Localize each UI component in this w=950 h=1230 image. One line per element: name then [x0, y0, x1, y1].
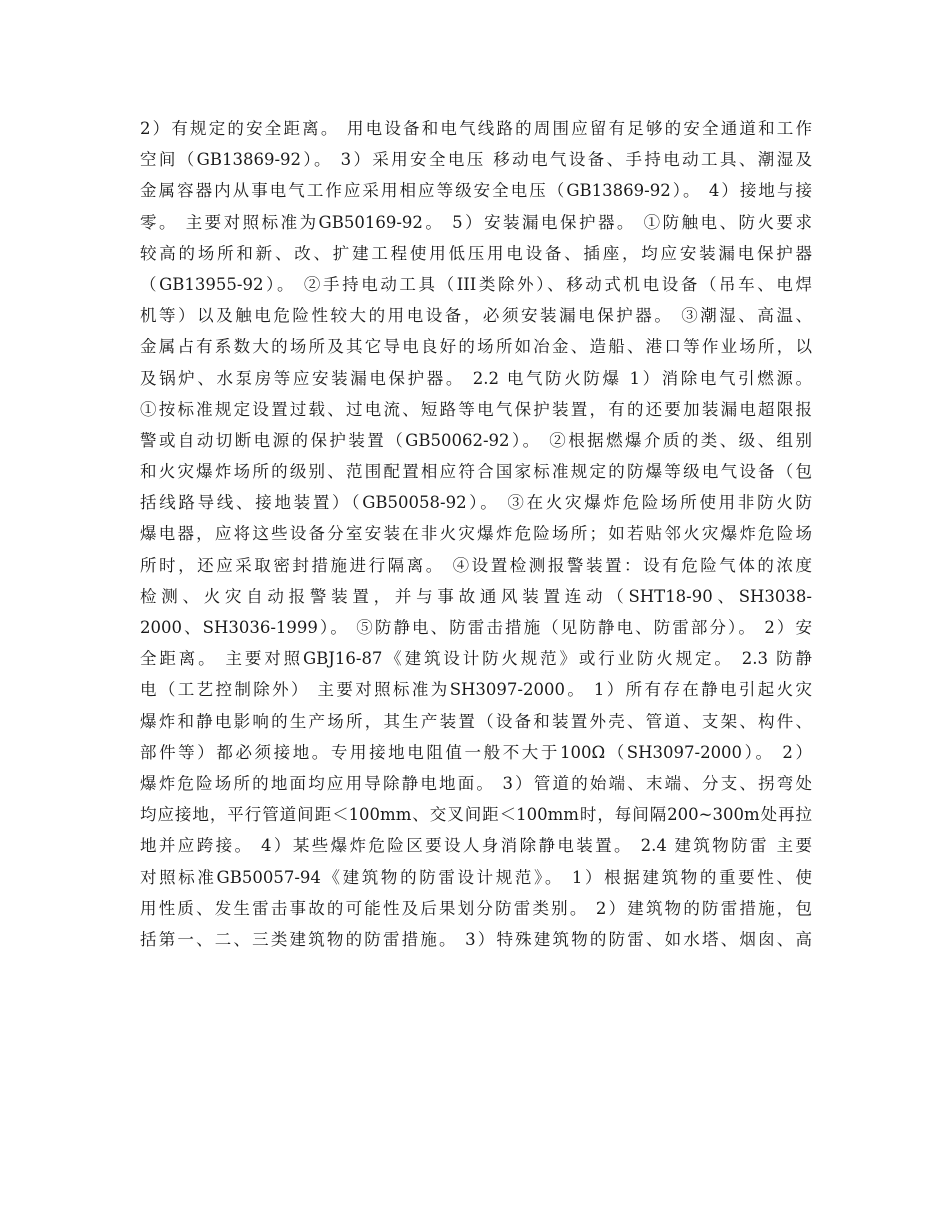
text-line: 部件等）都必须接地。专用接地电阻值一般不大于100Ω（SH3097-2000）。 2）	[140, 742, 812, 762]
text-line: （GB13955-92）。 ②手持电动工具（III类除外）、移动式机电设备（吊车、电焊	[140, 274, 812, 294]
text-line: 均应接地，平行管道间距＜100mm、交叉间距＜100mm时，每间隔200~300m处再拉	[140, 805, 812, 825]
text-line: 电（工艺控制除外） 主要对照标准为SH3097-2000。 1）所有存在静电引起火灾	[140, 680, 812, 700]
text-line: 对照标准GB50057-94《建筑物的防雷设计规范》。 1）根据建筑物的重要性、使	[140, 867, 812, 887]
body-text	[140, 113, 812, 955]
text-line: 金属占有系数大的场所及其它导电良好的场所如冶金、造船、港口等作业场所，以	[140, 337, 812, 357]
text-line: ①按标准规定设置过载、过电流、短路等电气保护装置，有的还要加装漏电超限报	[140, 399, 812, 419]
text-line: 空间（GB13869-92）。 3）采用安全电压 移动电气设备、手持电动工具、潮湿及	[140, 150, 812, 170]
text-line: 2000、SH3036-1999）。 ⑤防静电、防雷击措施（见防静电、防雷部分）。 2）安	[140, 618, 812, 637]
text-line: 机等）以及触电危险性较大的用电设备，必须安装漏电保护器。 ③潮湿、高温、	[140, 306, 812, 326]
text-line: 和火灾爆炸场所的级别、范围配置相应符合国家标准规定的防爆等级电气设备（包	[140, 462, 812, 482]
text-line: 爆炸危险场所的地面均应用导除静电地面。 3）管道的始端、末端、分支、拐弯处	[140, 773, 812, 793]
text-line: 所时，还应采取密封措施进行隔离。 ④设置检测报警装置：设有危险气体的浓度	[140, 555, 812, 575]
text-line: 检测、火灾自动报警装置，并与事故通风装置连动（SHT18-90、SH3038-	[140, 586, 812, 606]
text-line: 零。 主要对照标准为GB50169-92。 5）安装漏电保护器。 ①防触电、防火要求	[140, 212, 812, 232]
text-line: 括第一、二、三类建筑物的防雷措施。 3）特殊建筑物的防雷、如水塔、烟囱、高	[140, 929, 812, 949]
text-line: 金属容器内从事电气工作应采用相应等级安全电压（GB13869-92）。 4）接地与接	[140, 181, 812, 201]
text-line: 全距离。 主要对照GBJ16-87《建筑设计防火规范》或行业防火规定。 2.3 防静	[140, 649, 812, 669]
text-line: 2）有规定的安全距离。 用电设备和电气线路的周围应留有足够的安全通道和工作	[140, 119, 812, 138]
text-line: 爆炸和静电影响的生产场所，其生产装置（设备和装置外壳、管道、支架、构件、	[140, 711, 812, 731]
text-line: 警或自动切断电源的保护装置（GB50062-92）。 ②根据燃爆介质的类、级、组别	[140, 430, 812, 450]
text-line: 较高的场所和新、改、扩建工程使用低压用电设备、插座，均应安装漏电保护器	[140, 243, 812, 263]
text-line: 地并应跨接。 4）某些爆炸危险区要设人身消除静电装置。 2.4 建筑物防雷 主要	[140, 836, 812, 856]
text-line: 及锅炉、水泵房等应安装漏电保护器。 2.2 电气防火防爆 1）消除电气引燃源。	[140, 368, 812, 388]
text-line: 爆电器，应将这些设备分室安装在非火灾爆炸危险场所；如若贴邻火灾爆炸危险场	[140, 524, 812, 544]
text-line: 用性质、发生雷击事故的可能性及后果划分防雷类别。 2）建筑物的防雷措施，包	[140, 898, 812, 918]
text-line: 括线路导线、接地装置）（GB50058-92）。 ③在火灾爆炸危险场所使用非防火防	[140, 493, 812, 513]
